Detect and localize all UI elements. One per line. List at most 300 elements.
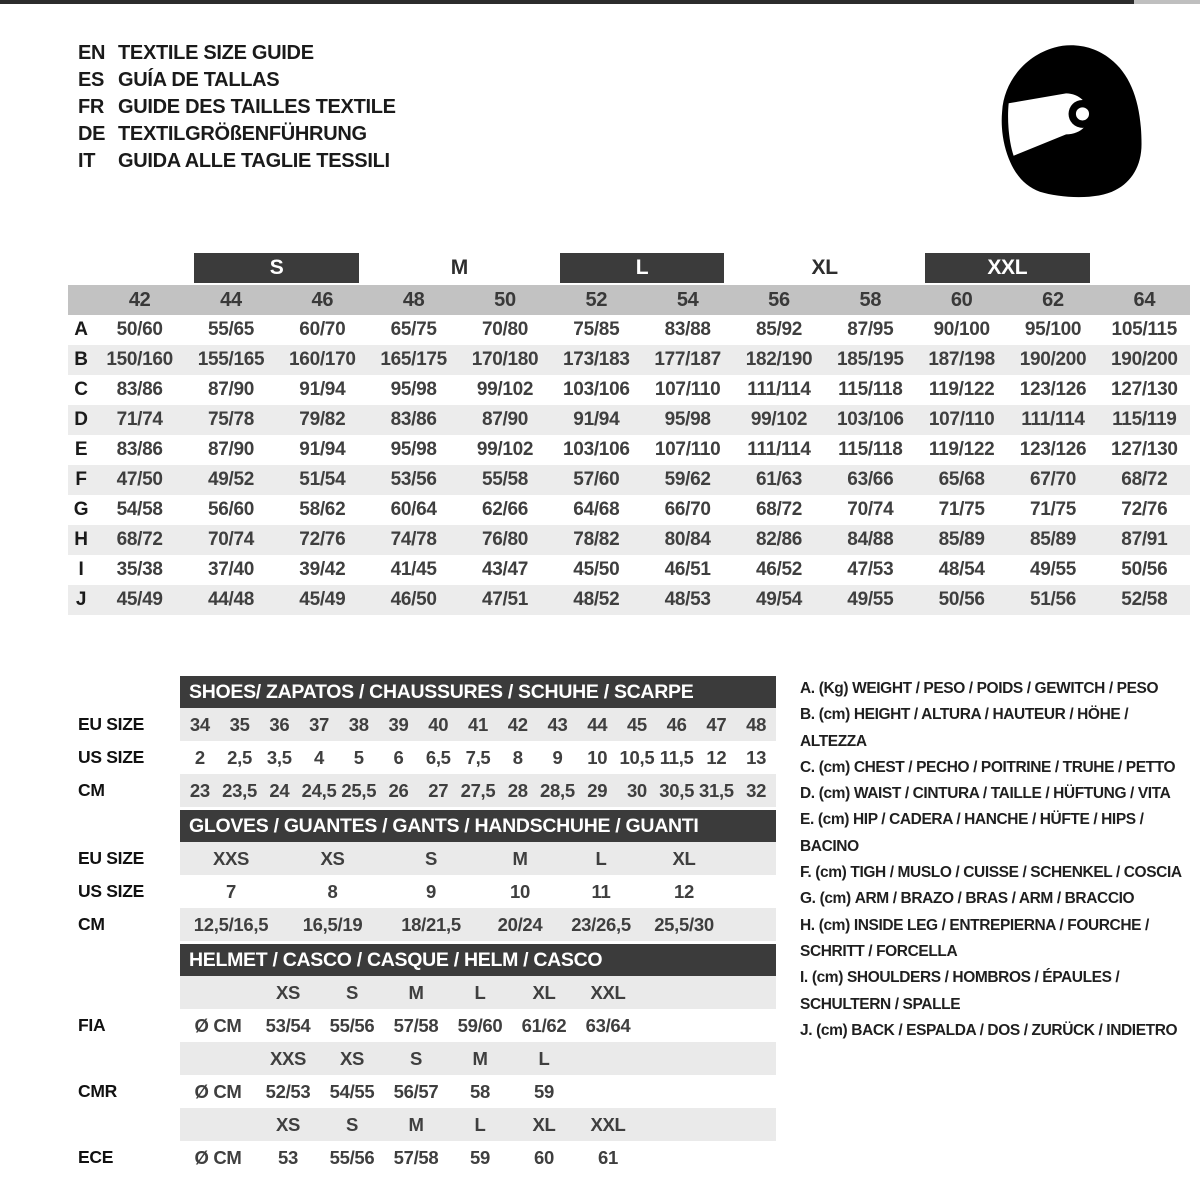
table-row-D xyxy=(68,405,1190,435)
shoes-cm-label: CM xyxy=(78,780,105,800)
cell-value: 103/106 xyxy=(563,439,630,460)
legend-text: WEIGHT / PESO / POIDS / GEWITCH / PESO xyxy=(852,680,1159,697)
cell-value: 78/82 xyxy=(573,529,620,550)
helmet-ece-sizes-row xyxy=(180,1108,776,1141)
cell-value: 7,5 xyxy=(465,746,491,768)
legend-key: I. xyxy=(800,969,808,987)
cell-value: 71/74 xyxy=(116,409,163,430)
shoes-us-row xyxy=(180,741,776,774)
cell-value: 190/200 xyxy=(1111,349,1178,370)
size-group-label: L xyxy=(560,253,725,283)
cell-value: 72/76 xyxy=(1121,499,1168,520)
cell-value: 160/170 xyxy=(289,349,356,370)
cell-value: 59 xyxy=(470,1146,490,1168)
cell-value: 35/38 xyxy=(116,559,163,580)
cell-value: XL xyxy=(672,847,696,869)
helmet-cmr-values-row xyxy=(180,1075,776,1108)
shoes-title-bar: SHOES/ ZAPATOS / CHAUSSURES / SCHUHE / SCARPE xyxy=(180,676,776,708)
cell-value: 65/75 xyxy=(390,319,437,340)
shoes-eu-size-label: EU SIZE xyxy=(78,714,144,734)
cell-value: 38 xyxy=(348,713,369,735)
cell-value: 95/100 xyxy=(1024,319,1082,340)
legend-item xyxy=(800,781,1200,807)
size-number: 46 xyxy=(311,288,334,311)
cell-value: 56/57 xyxy=(393,1080,439,1102)
racing-helmet-icon xyxy=(982,36,1160,200)
gloves-size-table xyxy=(180,810,776,941)
cell-value: 64/68 xyxy=(573,499,620,520)
cell-value: 115/119 xyxy=(1112,409,1177,430)
cell-value: 46/51 xyxy=(664,559,711,580)
size-number: 48 xyxy=(402,288,425,311)
cell-value: 2,5 xyxy=(227,746,252,768)
legend-item xyxy=(800,860,1200,886)
cell-value: 12,5/16,5 xyxy=(193,913,269,935)
cell-value: 111/114 xyxy=(747,379,811,400)
table-row-G xyxy=(68,495,1190,525)
cell-value: 24 xyxy=(269,779,290,801)
cell-value: 50/56 xyxy=(938,589,985,610)
cell-value: 127/130 xyxy=(1111,439,1178,460)
cell-value: 177/187 xyxy=(654,349,721,370)
cell-value: 72/76 xyxy=(299,529,346,550)
cell-value: 82/86 xyxy=(755,529,803,550)
size-number: 62 xyxy=(1042,288,1064,311)
cell-value: L xyxy=(474,981,486,1003)
size-group-label: S xyxy=(194,253,359,283)
cell-value: 52/58 xyxy=(1121,589,1168,610)
cell-value: 11,5 xyxy=(659,746,694,768)
cell-value: 71/75 xyxy=(938,499,985,520)
legend-key: F. xyxy=(800,864,812,882)
cell-value: 91/94 xyxy=(299,379,346,400)
cell-value: 47 xyxy=(706,713,727,735)
cell-value: 44/48 xyxy=(207,589,255,610)
size-number: 54 xyxy=(676,288,699,311)
row-label: G xyxy=(73,499,89,520)
cell-value: 68/72 xyxy=(1121,469,1168,490)
cell-value: 75/78 xyxy=(207,409,255,430)
cell-value: 127/130 xyxy=(1111,379,1178,400)
legend-item xyxy=(800,886,1200,912)
cell-value: 27,5 xyxy=(460,779,496,801)
gloves-title-bar: GLOVES / GUANTES / GANTS / HANDSCHUHE / GUANTI xyxy=(180,810,776,842)
cell-value: 45 xyxy=(626,713,647,735)
size-number: 42 xyxy=(128,288,151,311)
cell-value: 26 xyxy=(388,779,409,801)
legend-text: SHOULDERS / HOMBROS / ÉPAULES / SCHULTERN / SPALLE xyxy=(800,969,1120,1013)
cell-value: 155/165 xyxy=(197,349,265,370)
cell-value: 50/56 xyxy=(1121,559,1168,580)
cell-value: 70/74 xyxy=(847,499,894,520)
cell-value: 27 xyxy=(428,779,449,801)
cell-value: 56/60 xyxy=(207,499,255,520)
row-label: J xyxy=(75,589,87,610)
title-line xyxy=(78,121,396,148)
title-line xyxy=(78,94,396,121)
title-text: GUIDA ALLE TAGLIE TESSILI xyxy=(118,150,390,172)
cell-value: 47/51 xyxy=(481,589,529,610)
cell-value: 99/102 xyxy=(476,439,534,460)
cell-value: 35 xyxy=(229,713,250,735)
cell-value: 29 xyxy=(587,779,608,801)
title-line xyxy=(78,40,396,67)
cell-value: 61 xyxy=(598,1146,618,1168)
cell-value: 91/94 xyxy=(299,439,346,460)
cell-value: 46/50 xyxy=(390,589,437,610)
cell-value: 45/49 xyxy=(116,589,163,610)
cell-value: 51/54 xyxy=(299,469,346,490)
cell-value: 103/106 xyxy=(563,379,630,400)
title-line xyxy=(78,148,396,175)
cell-value: 37 xyxy=(309,713,330,735)
cell-value: 24,5 xyxy=(301,779,337,801)
cell-value: 59 xyxy=(534,1080,554,1102)
legend-unit: (Kg) xyxy=(818,680,849,697)
cell-value: 99/102 xyxy=(750,409,808,430)
table-row-E xyxy=(68,435,1190,465)
cell-value: 75/85 xyxy=(573,319,620,340)
cell-value: 99/102 xyxy=(476,379,534,400)
cell-value: 8 xyxy=(512,746,523,768)
row-label: F xyxy=(75,469,87,490)
clothing-size-table xyxy=(68,253,1190,615)
cell-value: 95/98 xyxy=(390,439,437,460)
legend-key: B. xyxy=(800,706,815,724)
row-label: E xyxy=(74,439,88,460)
table-row-A xyxy=(68,315,1190,345)
legend-unit: (cm) xyxy=(815,864,847,882)
cell-value: 87/91 xyxy=(1121,529,1168,550)
cell-value: 115/118 xyxy=(838,379,903,400)
cell-value: M xyxy=(472,1047,488,1069)
measurement-rows xyxy=(68,315,1190,615)
cell-value: XS xyxy=(275,1113,301,1135)
cell-value: 83/88 xyxy=(664,319,711,340)
cell-value: 70/74 xyxy=(207,529,255,550)
cell-value: 85/89 xyxy=(938,529,985,550)
helmet-title-bar: HELMET / CASCO / CASQUE / HELM / CASCO xyxy=(180,944,776,976)
cell-value: 80/84 xyxy=(664,529,711,550)
cell-value: 47/53 xyxy=(847,559,894,580)
title-text: TEXTILE SIZE GUIDE xyxy=(118,42,314,64)
cell-value: 54/58 xyxy=(116,499,163,520)
gloves-cm-label: CM xyxy=(78,914,105,934)
helmet-cmr-sizes-row xyxy=(180,1042,776,1075)
gloves-eu-row xyxy=(180,842,776,875)
cell-value: 90/100 xyxy=(933,319,990,340)
cell-value: 111/114 xyxy=(747,439,811,460)
cell-value: 190/200 xyxy=(1019,349,1087,370)
legend-key: A. xyxy=(800,680,815,697)
cell-value: 170/180 xyxy=(471,349,539,370)
cell-value: 43 xyxy=(547,713,568,735)
cell-value: 79/82 xyxy=(299,409,346,430)
size-number: 60 xyxy=(950,288,973,311)
cell-value: XXL xyxy=(590,981,626,1003)
cell-value: 57/58 xyxy=(393,1146,439,1168)
gloves-us-row xyxy=(180,875,776,908)
cell-value: 107/110 xyxy=(654,439,721,460)
shoes-eu-row xyxy=(180,708,776,741)
cell-value: 182/190 xyxy=(745,349,813,370)
cell-value: 57/58 xyxy=(393,1014,439,1036)
cell-value: 4 xyxy=(314,746,325,768)
cell-value: 62/66 xyxy=(481,499,529,520)
legend-item xyxy=(800,807,1200,860)
cell-value: XS xyxy=(339,1047,365,1069)
cell-value: 53 xyxy=(278,1146,298,1168)
cell-value: 85/92 xyxy=(755,319,803,340)
cell-value: 49/54 xyxy=(755,589,803,610)
cell-value: 107/110 xyxy=(654,379,721,400)
cell-value: 31,5 xyxy=(698,779,734,801)
legend-unit: (cm) xyxy=(818,706,850,724)
cell-value: 39 xyxy=(388,713,409,735)
cell-value: 103/106 xyxy=(837,409,904,430)
cell-value: 119/122 xyxy=(928,379,995,400)
cell-value: L xyxy=(538,1047,550,1069)
cell-value: 23/26,5 xyxy=(571,913,631,935)
cell-value: 41 xyxy=(468,713,488,735)
helmet-fia-sizes-row xyxy=(180,976,776,1009)
language-code: ES xyxy=(78,69,105,91)
shoes-us-size-label: US SIZE xyxy=(78,747,144,767)
language-code: DE xyxy=(78,123,106,145)
cell-value: 51/56 xyxy=(1029,589,1077,610)
cell-value: XXL xyxy=(590,1113,626,1135)
cell-value: 57/60 xyxy=(573,469,620,490)
cell-value: 59/60 xyxy=(457,1014,503,1036)
legend-text: WAIST / CINTURA / TAILLE / HÜFTUNG / VITA xyxy=(853,785,1171,803)
cell-value: 44 xyxy=(587,713,608,735)
legend-text: ARM / BRAZO / BRAS / ARM / BRACCIO xyxy=(854,890,1135,908)
cell-value: 91/94 xyxy=(573,409,620,430)
cell-value: 47/50 xyxy=(116,469,163,490)
cell-value: 48/52 xyxy=(573,589,620,610)
title-text: TEXTILGRÖßENFÜHRUNG xyxy=(118,123,367,145)
size-number-row xyxy=(68,285,1190,315)
row-label: D xyxy=(74,409,88,430)
cell-value: XS xyxy=(320,847,345,869)
cell-value: 25,5/30 xyxy=(654,913,714,935)
cell-value: XL xyxy=(532,1113,556,1135)
cell-value: L xyxy=(474,1113,486,1135)
size-number: 58 xyxy=(859,288,882,311)
legend-unit: (cm) xyxy=(819,890,851,908)
cell-value: 23,5 xyxy=(222,779,257,801)
legend-text: HIP / CADERA / HANCHE / HÜFTE / HIPS / BACINO xyxy=(800,811,1144,855)
cell-value: 65/68 xyxy=(938,469,985,490)
table-row-I xyxy=(68,555,1190,585)
size-group-label: M xyxy=(450,256,468,279)
size-number: 50 xyxy=(494,288,516,311)
legend-item xyxy=(800,965,1200,1018)
legend-key: J. xyxy=(800,1021,813,1039)
cell-value: 20/24 xyxy=(497,913,543,935)
gloves-cm-row xyxy=(180,908,776,941)
cell-value: 37/40 xyxy=(207,559,255,580)
legend-key: D. xyxy=(800,785,815,803)
cell-value: 28,5 xyxy=(540,779,575,801)
cell-value: 23 xyxy=(189,779,210,801)
cell-value: 63/66 xyxy=(847,469,894,490)
legend-unit: (cm) xyxy=(811,969,843,987)
size-group-label: XL xyxy=(811,256,838,279)
cell-value: 40 xyxy=(428,713,449,735)
cell-value: Ø CM xyxy=(194,1146,242,1168)
row-label: B xyxy=(74,349,88,370)
legend-key: H. xyxy=(800,916,815,934)
cell-value: 5 xyxy=(353,746,364,768)
cell-value: 11 xyxy=(591,880,611,902)
shoes-size-table xyxy=(180,676,776,807)
cell-value: 34 xyxy=(189,713,210,735)
cell-value: 63/64 xyxy=(585,1014,631,1036)
cell-value: 54/55 xyxy=(329,1080,375,1102)
cell-value: 74/78 xyxy=(390,529,437,550)
table-row-C xyxy=(68,375,1190,405)
cell-value: 83/86 xyxy=(116,439,163,460)
cell-value: 84/88 xyxy=(847,529,894,550)
cell-value: 60 xyxy=(534,1146,554,1168)
cell-value: 42 xyxy=(507,713,528,735)
helmet-size-table xyxy=(180,944,776,1174)
cell-value: 32 xyxy=(746,779,767,801)
cell-value: 83/86 xyxy=(390,409,437,430)
cell-value: 45/50 xyxy=(573,559,620,580)
cell-value: 76/80 xyxy=(481,529,529,550)
cell-value: XXS xyxy=(269,1047,307,1069)
cell-value: 58 xyxy=(470,1080,490,1102)
cell-value: 3,5 xyxy=(266,746,292,768)
cell-value: 18/21,5 xyxy=(401,913,461,935)
size-number: 52 xyxy=(585,288,608,311)
cell-value: 119/122 xyxy=(928,439,995,460)
gloves-eu-size-label: EU SIZE xyxy=(78,848,144,868)
cell-value: 41/45 xyxy=(390,559,437,580)
language-code: EN xyxy=(78,42,106,64)
cell-value: 55/58 xyxy=(481,469,529,490)
cell-value: 49/55 xyxy=(1029,559,1077,580)
language-code: IT xyxy=(78,150,96,172)
cell-value: 53/56 xyxy=(390,469,437,490)
table-row-J xyxy=(68,585,1190,615)
cell-value: 68/72 xyxy=(755,499,803,520)
legend-text: CHEST / PECHO / POITRINE / TRUHE / PETTO xyxy=(853,758,1176,776)
legend-text: HEIGHT / ALTURA / HAUTEUR / HÖHE / ALTEZZA xyxy=(800,706,1129,750)
cell-value: 10 xyxy=(510,880,530,902)
cell-value: 95/98 xyxy=(664,409,711,430)
title-line xyxy=(78,67,396,94)
cell-value: 71/75 xyxy=(1029,499,1077,520)
cell-value: 70/80 xyxy=(481,319,529,340)
cell-value: M xyxy=(408,981,424,1003)
cell-value: 87/90 xyxy=(207,379,255,400)
cell-value: 7 xyxy=(226,880,236,902)
cell-value: S xyxy=(345,1113,359,1135)
cell-value: 48 xyxy=(746,713,767,735)
cell-value: 49/55 xyxy=(847,589,894,610)
cell-value: 45/49 xyxy=(299,589,346,610)
cell-value: 150/160 xyxy=(106,349,173,370)
cell-value: S xyxy=(345,981,359,1003)
legend-unit: (cm) xyxy=(816,1021,848,1039)
cell-value: 43/47 xyxy=(481,559,529,580)
top-border-bar xyxy=(0,0,1200,4)
cell-value: 95/98 xyxy=(390,379,437,400)
cell-value: 85/89 xyxy=(1029,529,1077,550)
cell-value: 28 xyxy=(507,779,528,801)
cell-value: 53/54 xyxy=(265,1014,311,1036)
shoes-cm-row xyxy=(180,774,776,807)
helmet-fia-values-row xyxy=(180,1009,776,1042)
legend-text: INSIDE LEG / ENTREPIERNA / FOURCHE / SCHRITT / FORCELLA xyxy=(800,916,1149,960)
cell-value: S xyxy=(424,847,438,869)
cell-value: 59/62 xyxy=(664,469,711,490)
cell-value: 66/70 xyxy=(664,499,711,520)
cell-value: S xyxy=(409,1047,423,1069)
cell-value: 87/90 xyxy=(207,439,255,460)
legend-key: C. xyxy=(800,758,815,776)
row-label: H xyxy=(74,529,88,550)
cell-value: 185/195 xyxy=(837,349,904,370)
cmr-label: CMR xyxy=(78,1081,117,1101)
cell-value: 9 xyxy=(426,880,436,902)
row-label: C xyxy=(74,379,88,400)
ece-label: ECE xyxy=(78,1147,114,1167)
cell-value: M xyxy=(512,847,528,869)
cell-value: L xyxy=(595,847,607,869)
cell-value: 107/110 xyxy=(928,409,995,430)
legend-unit: (cm) xyxy=(818,916,850,934)
size-group-header-row xyxy=(68,253,1190,285)
cell-value: 25,5 xyxy=(341,779,377,801)
cell-value: 36 xyxy=(269,713,290,735)
cell-value: Ø CM xyxy=(194,1014,242,1036)
cell-value: 10 xyxy=(587,746,608,768)
row-label: A xyxy=(74,319,88,340)
cell-value: 9 xyxy=(552,746,563,768)
cell-value: 49/52 xyxy=(207,469,255,490)
legend-unit: (cm) xyxy=(817,811,849,829)
title-text: GUÍA DE TALLAS xyxy=(118,69,280,91)
legend-text: TIGH / MUSLO / CUISSE / SCHENKEL / COSCIA xyxy=(850,864,1182,882)
cell-value: 30,5 xyxy=(659,779,695,801)
cell-value: XL xyxy=(532,981,556,1003)
row-label: I xyxy=(78,559,84,580)
cell-value: 60/70 xyxy=(299,319,346,340)
helmet-ece-values-row xyxy=(180,1141,776,1174)
cell-value: 123/126 xyxy=(1019,439,1087,460)
legend-item xyxy=(800,702,1200,755)
cell-value: 55/65 xyxy=(207,319,255,340)
cell-value: 67/70 xyxy=(1029,469,1077,490)
cell-value: 55/56 xyxy=(329,1014,375,1036)
cell-value: 39/42 xyxy=(299,559,346,580)
size-number: 64 xyxy=(1133,288,1156,311)
cell-value: 87/95 xyxy=(847,319,894,340)
cell-value: 123/126 xyxy=(1019,379,1087,400)
fia-label: FIA xyxy=(78,1015,106,1035)
size-number: 44 xyxy=(220,288,242,311)
legend-unit: (cm) xyxy=(818,785,850,803)
measurement-legend xyxy=(800,676,1200,1044)
size-group-label: XXL xyxy=(925,253,1090,283)
cell-value: 61/63 xyxy=(755,469,803,490)
cell-value: 68/72 xyxy=(116,529,163,550)
cell-value: 46 xyxy=(666,713,687,735)
